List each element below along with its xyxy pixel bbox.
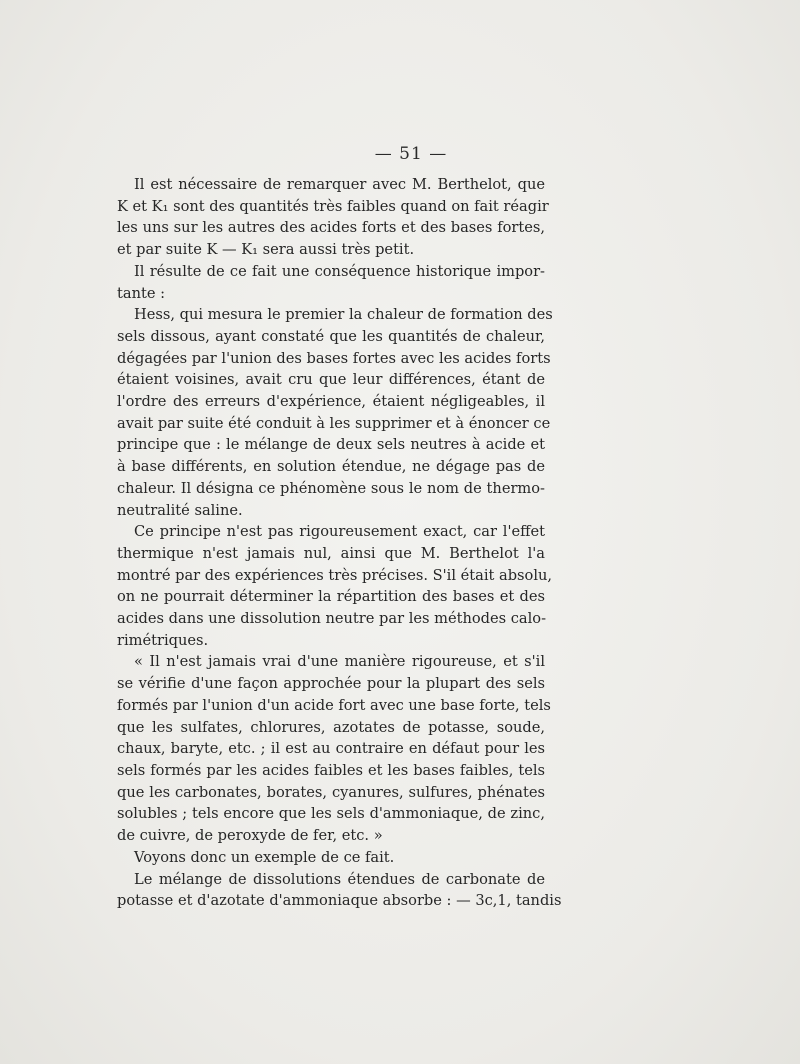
text-line: montré par des expériences très précises. S'il était absolu, xyxy=(117,566,553,584)
text-line: rimétriques. xyxy=(117,631,209,649)
text-line: principe que : le mélange de deux sels neutres à acide et xyxy=(117,436,545,454)
text-line: on ne pourrait déterminer la répartition des bases et des xyxy=(117,588,545,606)
text-line: avait par suite été conduit à les supprimer et à énoncer ce xyxy=(117,414,551,432)
text-line: acides dans une dissolution neutre par les méthodes calo- xyxy=(117,610,547,628)
text-line: Hess, qui mesura le premier la chaleur de formation des xyxy=(134,306,553,324)
text-line: « Il n'est jamais vrai d'une manière rigoureuse, et s'il xyxy=(134,653,545,671)
text-line: formés par l'union d'un acide fort avec une base forte, tels xyxy=(117,696,551,714)
text-line: sels dissous, ayant constaté que les quantités de chaleur, xyxy=(117,327,545,345)
text-line: se vérifie d'une façon approchée pour la plupart des sels xyxy=(117,675,545,693)
text-line: et par suite K — K₁ sera aussi très petit. xyxy=(117,241,415,259)
text-line: Voyons donc un exemple de ce fait. xyxy=(134,848,395,866)
text-line: sels formés par les acides faibles et les bases faibles, tels xyxy=(117,761,545,779)
text-line: Le mélange de dissolutions étendues de carbonate de xyxy=(134,870,545,888)
text-line: chaux, baryte, etc. ; il est au contraire en défaut pour les xyxy=(117,740,545,758)
text-line: les uns sur les autres des acides forts et des bases fortes, xyxy=(117,219,545,237)
text-line: potasse et d'azotate d'ammoniaque absorbe : — 3c,1, tandis xyxy=(117,892,562,910)
text-line: Il résulte de ce fait une conséquence historique impor- xyxy=(134,262,545,280)
text-line: de cuivre, de peroxyde de fer, etc. » xyxy=(117,827,383,845)
text-line: neutralité saline. xyxy=(117,501,243,519)
text-line: l'ordre des erreurs d'expérience, étaient négligeables, il xyxy=(117,393,545,411)
text-line: K et K₁ sont des quantités très faibles quand on fait réagir xyxy=(117,197,549,215)
text-line: que les carbonates, borates, cyanures, sulfures, phénates xyxy=(117,783,545,801)
body-text xyxy=(117,174,562,912)
text-line: étaient voisines, avait cru que leur différences, étant de xyxy=(117,371,545,389)
text-line: que les sulfates, chlorures, azotates de potasse, soude, xyxy=(117,718,545,736)
text-line: solubles ; tels encore que les sels d'ammoniaque, de zinc, xyxy=(117,805,545,823)
text-line: tante : xyxy=(117,284,166,302)
text-line: dégagées par l'union des bases fortes avec les acides forts xyxy=(117,349,551,367)
text-line: Il est nécessaire de remarquer avec M. Berthelot, que xyxy=(134,176,545,193)
text-line: chaleur. Il désigna ce phénomène sous le nom de thermo- xyxy=(117,479,545,497)
text-line: thermique n'est jamais nul, ainsi que M. Berthelot l'a xyxy=(117,544,545,562)
page-number: — 51 — xyxy=(374,144,448,164)
text-line: Ce principe n'est pas rigoureusement exact, car l'effet xyxy=(134,523,545,541)
text-line: à base différents, en solution étendue, ne dégage pas de xyxy=(117,458,545,476)
